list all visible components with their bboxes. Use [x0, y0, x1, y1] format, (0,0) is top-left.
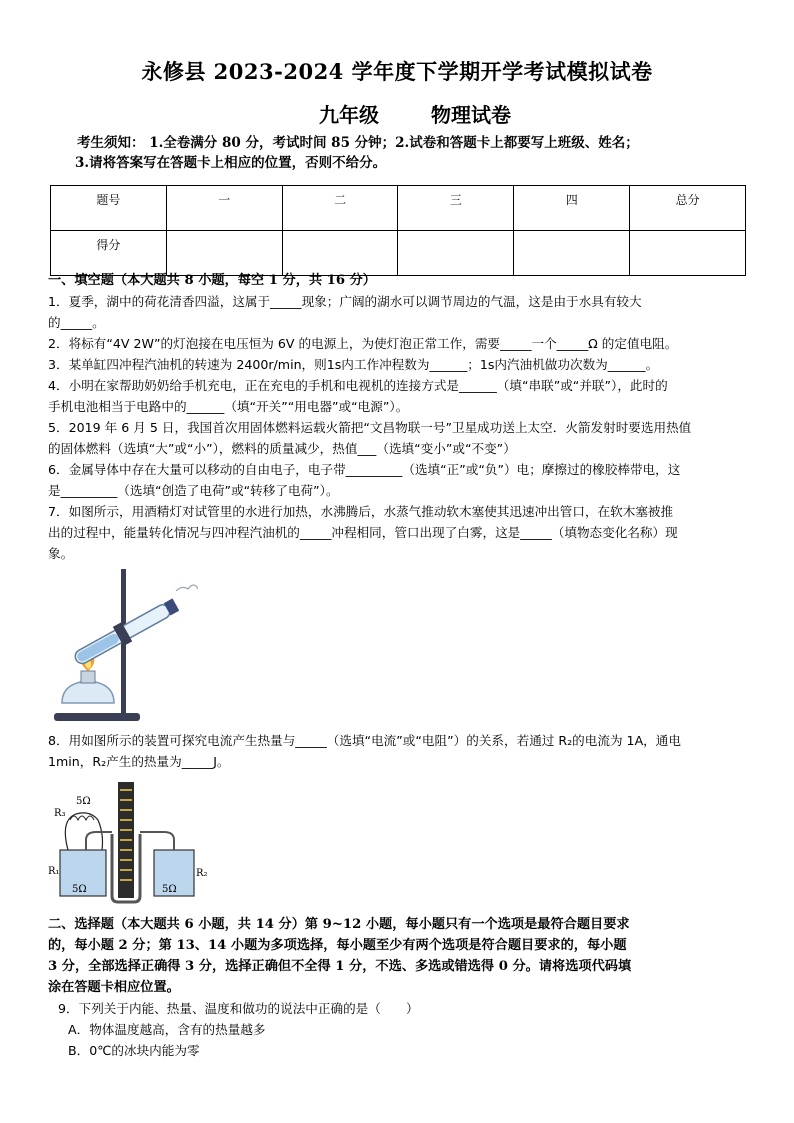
right-resistor-value: 5Ω: [162, 884, 177, 895]
question-2: 2．将标有“4V 2W”的灯泡接在电压恒为 6V 的电源上，为使灯泡正常工作，需要_____一个_____Ω 的定值电阻。: [48, 336, 678, 351]
section-2: [48, 914, 748, 1061]
stand-base: [54, 713, 140, 721]
test-tube-figure: [48, 565, 198, 725]
section-2-heading-line-2: 的，每小题 2 分；第 13、14 小题为多项选择，每小题至少有两个选项是符合题目要求的，每小题: [48, 938, 627, 953]
question-3: 3．某单缸四冲程汽油机的转速为 2400r/min，则1s内工作冲程数为______；1s内汽油机做功次数为______。: [48, 357, 659, 372]
question-7-line-3: 象。: [48, 546, 74, 561]
score-cell[interactable]: [630, 231, 746, 276]
question-1-line-1: 1．夏季，湖中的荷花清香四溢，这属于_____现象；广阔的湖水可以调节周边的气温，这是由于水具有较大: [48, 294, 642, 309]
score-header-cell: 三: [398, 186, 514, 231]
score-header-cell: 四: [514, 186, 630, 231]
score-cell[interactable]: [514, 231, 630, 276]
section-2-heading-line-3: 3 分，全部选择正确得 3 分，选择正确但不全得 1 分，不选、多选或错选得 0 分。请将选项代码填: [48, 959, 632, 974]
score-cell[interactable]: [166, 231, 282, 276]
notice-line-1: 考生须知： 1.全卷满分 80 分，考试时间 85 分钟；2.试卷和答题卡上都要写上班级、姓名；: [77, 135, 639, 151]
burner-cap: [81, 671, 95, 683]
question-6-line-2: 是_________（选填“创造了电荷”或“转移了电荷”）。: [48, 483, 339, 498]
section-2-heading-line-4: 涂在答题卡相应位置。: [48, 980, 180, 995]
joule-heating-figure: [46, 780, 216, 910]
score-row-label: 得分: [51, 231, 167, 276]
left-resistor-value: 5Ω: [72, 884, 87, 895]
question-7-line-2: 出的过程中，能量转化情况与四冲程汽油机的_____冲程相同，管口出现了白雾，这是_____（填物态变化名称）现: [48, 525, 678, 540]
subject-label: 物理试卷: [431, 103, 511, 127]
steam-icon: [176, 585, 198, 591]
r2-label: R₂: [196, 868, 208, 879]
notice-line-2: 3.请将答案写在答题卡上相应的位置，否则不给分。: [75, 155, 387, 171]
exam-title: 永修县 2023-2024 学年度下学期开学考试模拟试卷: [141, 59, 653, 84]
score-cell[interactable]: [282, 231, 398, 276]
burner-body: [62, 681, 114, 703]
r3-coil: [70, 816, 94, 820]
score-table-header-row: [51, 186, 746, 231]
question-4-line-1: 4．小明在家帮助奶奶给手机充电，正在充电的手机和电视机的连接方式是______（填“串联”或“并联”），此时的: [48, 378, 668, 393]
section-1-heading: 一、填空题（本大题共 8 小题，每空 1 分，共 16 分）: [48, 273, 376, 288]
question-1-line-2: 的_____。: [48, 315, 105, 330]
r3-label: R₃: [54, 808, 66, 819]
question-8-line-2: 1min，R₂产生的热量为_____J。: [48, 754, 230, 769]
score-header-cell: 总分: [630, 186, 746, 231]
right-tube-link: [140, 832, 174, 850]
section-1: [48, 270, 748, 564]
grade-label: 九年级: [319, 103, 379, 127]
r1-label: R₁: [48, 866, 60, 877]
question-5-line-2: 的固体燃料（选填“大”或“小”），燃料的质量减少，热值___（选填“变小”或“不变”）: [48, 441, 516, 456]
section-2-heading-line-1: 二、选择题（本大题共 6 小题，共 14 分）第 9~12 小题，每小题只有一个选项是最符合题目要求: [48, 917, 630, 932]
score-header-cell: 二: [282, 186, 398, 231]
question-5-line-1: 5．2019 年 6 月 5 日，我国首次用固体燃料运载火箭把“文昌物联一号”卫星成功送上太空．火箭发射时要选用热值: [48, 420, 692, 435]
score-cell[interactable]: [398, 231, 514, 276]
question-9-option-b: B．0℃的冰块内能为零: [68, 1043, 200, 1058]
left-tube-link: [86, 832, 112, 850]
r3-value-label: 5Ω: [76, 796, 91, 807]
question-9: 9．下列关于内能、热量、温度和做功的说法中正确的是（ ）: [58, 1001, 419, 1016]
exam-notice: [77, 133, 767, 173]
question-6-line-1: 6．金属导体中存在大量可以移动的自由电子，电子带_________（选填“正”或“负”）电；摩擦过的橡胶棒带电，这: [48, 462, 681, 477]
question-8-line-1: 8．用如图所示的装置可探究电流产生热量与_____（选填“电流”或“电阻”）的关系，若通过 R₂的电流为 1A，通电: [48, 733, 681, 748]
question-4-line-2: 手机电池相当于电路中的______（填“开关”“用电器”或“电源”）。: [48, 399, 409, 414]
score-header-cell: 题号: [51, 186, 167, 231]
question-7-line-1: 7．如图所示，用酒精灯对试管里的水进行加热，水沸腾后，水蒸气推动软木塞使其迅速冲出管口，在软木塞被推: [48, 504, 674, 519]
exam-subtitle: [18, 99, 794, 128]
question-8: [48, 730, 748, 772]
question-9-option-a: A．物体温度越高，含有的热量越多: [68, 1022, 266, 1037]
score-header-cell: 一: [166, 186, 282, 231]
score-table: [50, 185, 746, 276]
score-table-score-row: [51, 231, 746, 276]
